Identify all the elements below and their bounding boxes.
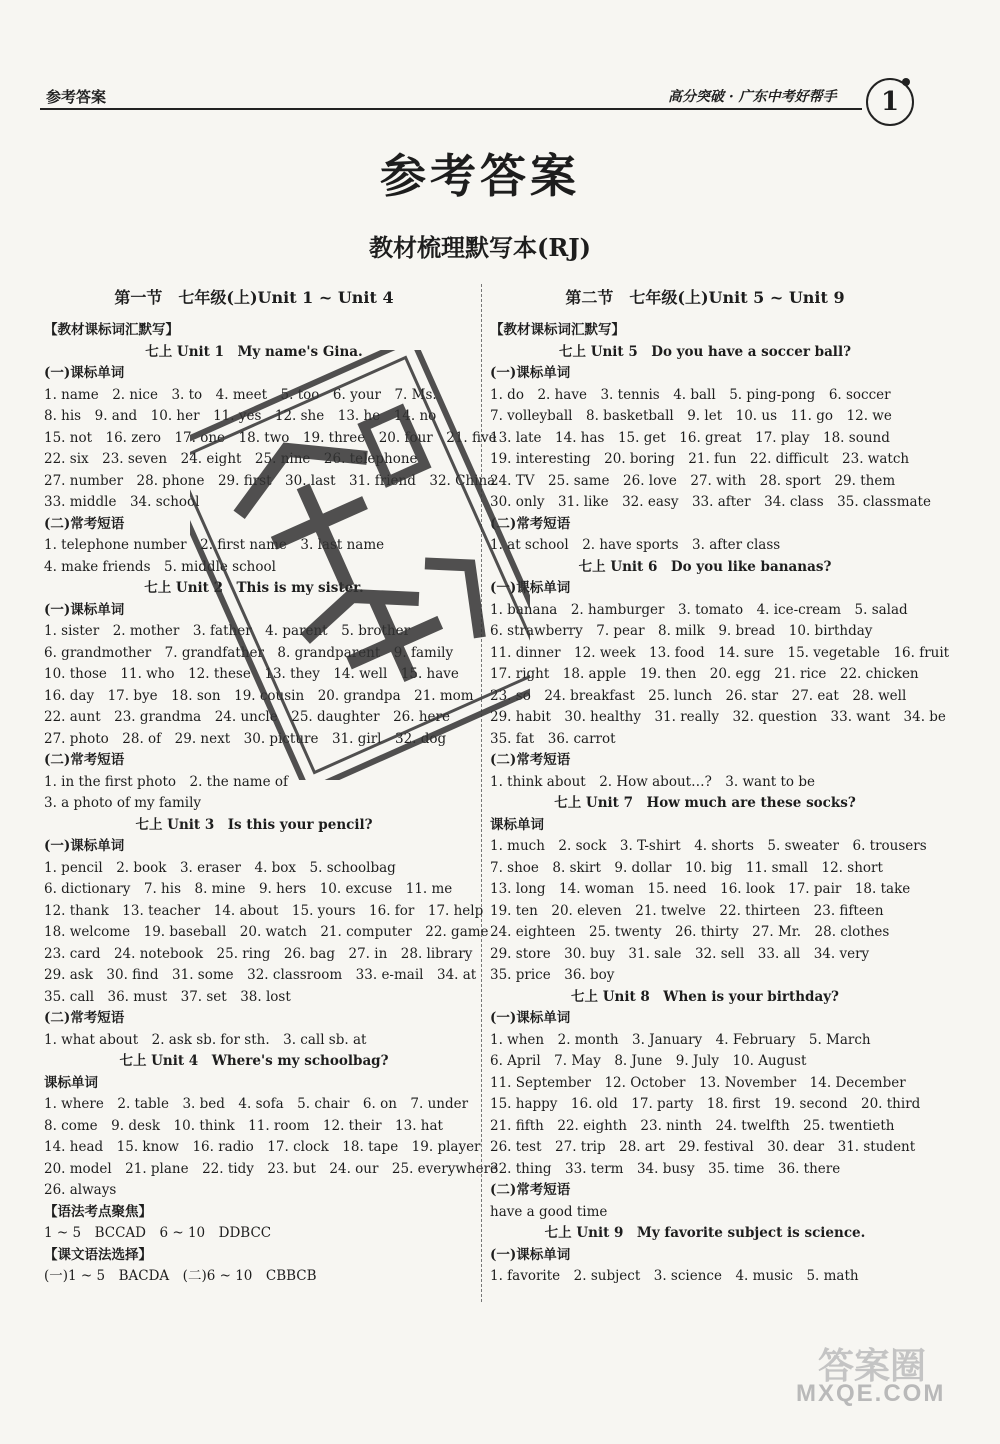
answer-line: 6. grandmother 7. grandfather 8. grandparent 9. family	[44, 644, 454, 661]
unit-heading: 七上 Unit 9 My favorite subject is science.	[544, 1225, 866, 1241]
answer-line: 23. card 24. notebook 25. ring 26. bag 27. in 28. library	[44, 945, 473, 962]
answer-line: 30. only 31. like 32. easy 33. after 34. class 35. classmate	[490, 494, 931, 510]
category-label: (一)课标单词	[44, 601, 125, 618]
watermark-logo: 答案圈	[818, 1346, 927, 1387]
answer-line: 33. middle 34. school	[44, 494, 200, 510]
answer-line: 1. telephone number 2. first name 3. last name	[44, 537, 385, 553]
answer-line: 10. those 11. who 12. these 13. they 14. well 15. have	[44, 666, 459, 682]
category-label: 【语法考点聚焦】	[44, 1203, 152, 1220]
category-label: (二)常考短语	[490, 752, 571, 768]
answer-line: (一)1 ~ 5 BACDA (二)6 ~ 10 CBBCB	[44, 1268, 317, 1284]
answer-line: 27. number 28. phone 29. first 30. last 31. friend 32. China	[44, 472, 496, 489]
category-label: (二)常考短语	[44, 752, 125, 768]
answer-line: 11. dinner 12. week 13. food 14. sure 15. vegetable 16. fruit	[490, 644, 950, 661]
answer-line: 8. his 9. and 10. her 11. yes 12. she 13. he 14. no	[44, 408, 437, 424]
section-heading: 第二节 七年级(上)Unit 5 ~ Unit 9	[565, 288, 845, 307]
answer-line: 21. fifth 22. eighth 23. ninth 24. twelfth 25. twentieth	[490, 1117, 895, 1134]
answer-line: 26. always	[44, 1182, 117, 1198]
answer-line: 27. photo 28. of 29. next 30. picture 31. girl 32. dog	[44, 730, 447, 747]
page-title: 参考答案	[380, 149, 580, 203]
answer-line: 23. so 24. breakfast 25. lunch 26. star 27. eat 28. well	[490, 687, 907, 704]
page-number: 1	[866, 78, 914, 126]
answer-line: 1. where 2. table 3. bed 4. sofa 5. chair 6. on 7. under	[44, 1096, 469, 1112]
unit-heading: 七上 Unit 2 This is my sister.	[144, 580, 364, 596]
answer-line: have a good time	[490, 1203, 608, 1220]
answer-line: 19. ten 20. eleven 21. twelve 22. thirteen 23. fifteen	[490, 902, 884, 919]
answer-line: 35. call 36. must 37. set 38. lost	[44, 988, 291, 1005]
answer-line: 26. test 27. trip 28. art 29. festival 30. dear 31. student	[490, 1139, 916, 1155]
category-label: 【课文语法选择】	[44, 1246, 152, 1263]
category-label: (二)常考短语	[44, 515, 125, 532]
answer-line: 6. strawberry 7. pear 8. milk 9. bread 10. birthday	[490, 623, 873, 639]
right-column	[490, 286, 950, 1288]
header-left: 参考答案	[46, 88, 107, 106]
answer-line: 1. favorite 2. subject 3. science 4. music 5. math	[490, 1268, 859, 1284]
section-heading: 第一节 七年级(上)Unit 1 ~ Unit 4	[114, 288, 394, 307]
category-label: 课标单词	[490, 816, 544, 833]
answer-line: 3. a photo of my family	[44, 795, 202, 811]
answer-line: 22. aunt 23. grandma 24. uncle 25. daughter 26. here	[44, 709, 450, 725]
answer-line: 1. name 2. nice 3. to 4. meet 5. too 6. your 7. Ms.	[44, 386, 437, 403]
category-label: 【教材课标词汇默写】	[490, 322, 625, 338]
answer-line: 29. store 30. buy 31. sale 32. sell 33. all 34. very	[490, 945, 870, 962]
answer-line: 1. much 2. sock 3. T-shirt 4. shorts 5. sweater 6. trousers	[490, 838, 927, 854]
watermark-url: MXQE.COM	[796, 1380, 946, 1407]
answer-line: 16. day 17. bye 18. son 19. cousin 20. grandpa 21. mom	[44, 687, 474, 704]
answer-line: 13. late 14. has 15. get 16. great 17. play 18. sound	[490, 429, 890, 446]
category-label: (一)课标单词	[44, 365, 125, 381]
answer-line: 7. volleyball 8. basketball 9. let 10. us 11. go 12. we	[490, 408, 892, 424]
unit-heading: 七上 Unit 1 My name's Gina.	[145, 343, 363, 360]
unit-heading: 七上 Unit 3 Is this your pencil?	[135, 816, 373, 833]
answer-line: 14. head 15. know 16. radio 17. clock 18. tape 19. player	[44, 1139, 481, 1155]
answer-line: 1. when 2. month 3. January 4. February 5. March	[490, 1031, 871, 1048]
answer-line: 24. TV 25. same 26. love 27. with 28. sport 29. them	[490, 472, 896, 489]
unit-heading: 七上 Unit 4 Where's my schoolbag?	[119, 1053, 389, 1069]
answer-line: 22. six 23. seven 24. eight 25. nine 26. telephone	[44, 451, 418, 467]
answer-line: 24. eighteen 25. twenty 26. thirty 27. Mr. 28. clothes	[490, 924, 890, 940]
answer-line: 1. think about 2. How about…? 3. want to be	[490, 773, 815, 790]
header-right: 高分突破 · 广东中考好帮手	[668, 89, 837, 105]
page-number-dot	[902, 78, 910, 86]
answer-line: 29. habit 30. healthy 31. really 32. question 33. want 34. be	[490, 709, 946, 725]
answer-line: 1. sister 2. mother 3. father 4. parent 5. brother	[44, 623, 411, 639]
category-label: (二)常考短语	[490, 515, 571, 532]
answer-line: 19. interesting 20. boring 21. fun 22. difficult 23. watch	[490, 451, 910, 467]
answer-line: 8. come 9. desk 10. think 11. room 12. their 13. hat	[44, 1117, 443, 1134]
answer-line: 15. not 16. zero 17. one 18. two 19. three 20. four 21. five	[44, 429, 497, 446]
category-label: (二)常考短语	[44, 1010, 125, 1026]
answer-line: 35. price 36. boy	[490, 967, 615, 983]
answer-line: 1. do 2. have 3. tennis 4. ball 5. ping-pong 6. soccer	[490, 386, 891, 403]
answer-line: 1. in the first photo 2. the name of	[44, 773, 289, 790]
answer-line: 6. April 7. May 8. June 9. July 10. August	[490, 1053, 807, 1069]
category-label: 课标单词	[44, 1074, 98, 1091]
category-label: (一)课标单词	[490, 580, 571, 596]
answer-line: 12. thank 13. teacher 14. about 15. yours 16. for 17. help	[44, 902, 484, 919]
answer-line: 17. right 18. apple 19. then 20. egg 21. rice 22. chicken	[490, 666, 919, 682]
answer-line: 4. make friends 5. middle school	[44, 558, 276, 575]
answer-line: 6. dictionary 7. his 8. mine 9. hers 10. excuse 11. me	[44, 881, 453, 897]
answer-line: 20. model 21. plane 22. tidy 23. but 24. our 25. everywhere	[44, 1160, 499, 1177]
left-column	[44, 286, 499, 1288]
unit-heading: 七上 Unit 5 Do you have a soccer ball?	[559, 343, 851, 360]
category-label: (二)常考短语	[490, 1182, 571, 1198]
category-label: 【教材课标词汇默写】	[44, 322, 179, 338]
answer-line: 1. banana 2. hamburger 3. tomato 4. ice-cream 5. salad	[490, 601, 908, 618]
answer-line: 1. pencil 2. book 3. eraser 4. box 5. schoolbag	[44, 859, 396, 876]
category-label: (一)课标单词	[490, 365, 571, 381]
answer-line: 11. September 12. October 13. November 14. December	[490, 1074, 906, 1091]
answer-line: 1. at school 2. have sports 3. after class	[490, 537, 781, 553]
page-subtitle: 教材梳理默写本(RJ)	[368, 233, 591, 262]
category-label: (一)课标单词	[490, 1246, 571, 1263]
answer-line: 32. thing 33. term 34. busy 35. time 36. there	[490, 1160, 841, 1177]
answer-line: 35. fat 36. carrot	[490, 730, 616, 747]
answer-line: 13. long 14. woman 15. need 16. look 17. pair 18. take	[490, 881, 911, 897]
category-label: (一)课标单词	[44, 838, 125, 854]
answer-line: 1 ~ 5 BCCAD 6 ~ 10 DDBCC	[44, 1225, 272, 1241]
answer-line: 18. welcome 19. baseball 20. watch 21. computer 22. game	[44, 924, 489, 940]
answer-line: 15. happy 16. old 17. party 18. first 19. second 20. third	[490, 1096, 921, 1112]
answer-line: 1. what about 2. ask sb. for sth. 3. call sb. at	[44, 1031, 367, 1048]
unit-heading: 七上 Unit 6 Do you like bananas?	[578, 558, 832, 575]
answer-line: 7. shoe 8. skirt 9. dollar 10. big 11. small 12. short	[490, 859, 883, 876]
header-rule	[40, 108, 862, 110]
unit-heading: 七上 Unit 7 How much are these socks?	[554, 795, 856, 811]
answer-line: 29. ask 30. find 31. some 32. classroom 33. e-mail 34. at	[44, 967, 477, 983]
unit-heading: 七上 Unit 8 When is your birthday?	[571, 988, 839, 1005]
category-label: (一)课标单词	[490, 1010, 571, 1026]
